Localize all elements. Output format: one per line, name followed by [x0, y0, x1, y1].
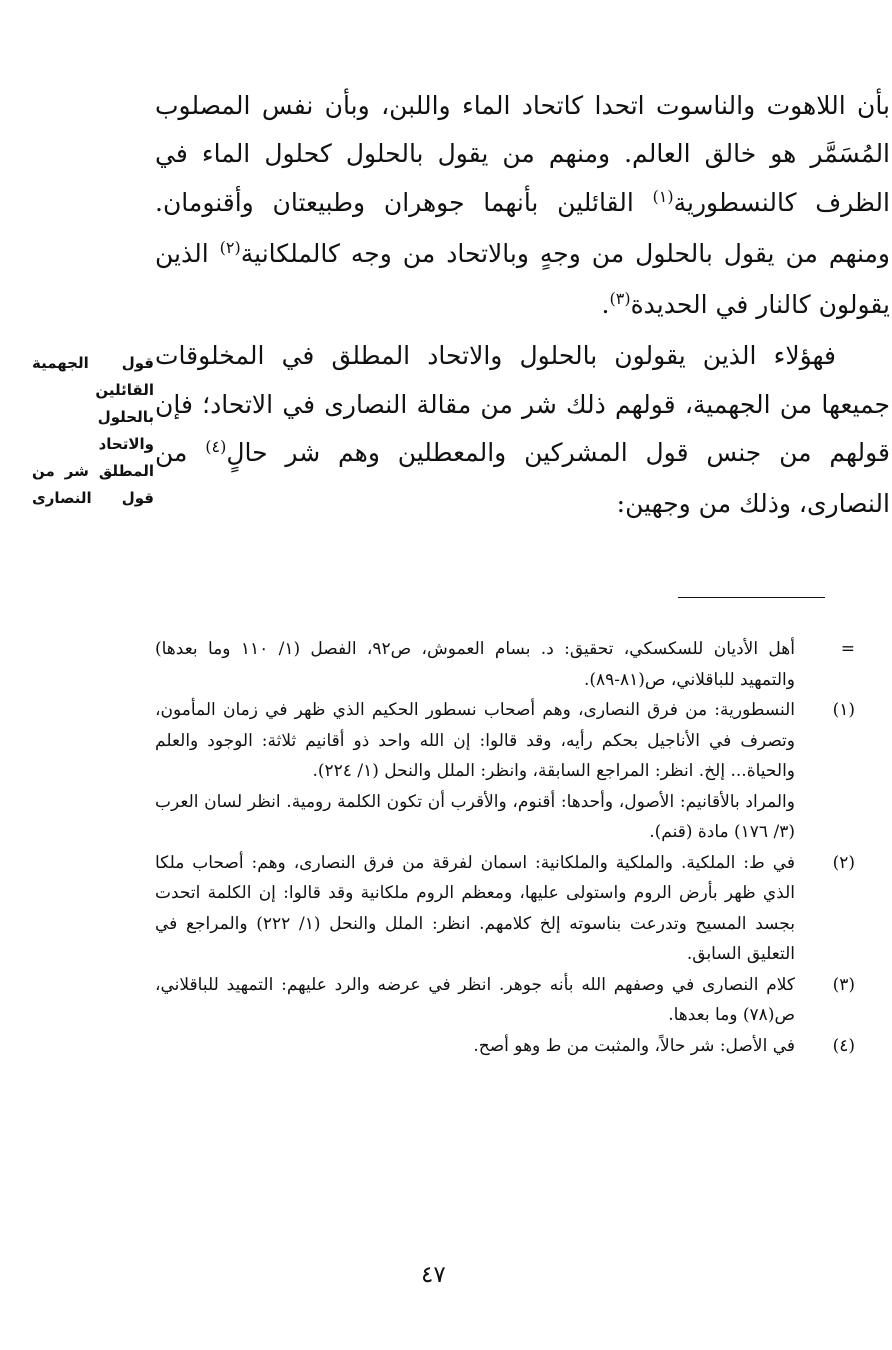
text-line: فهؤلاء الذين يقولون بالحلول والاتحاد المطلق في — [281, 341, 836, 371]
text-line: بأن اللاهوت والناسوت اتحدا كاتحاد الماء واللبن، وبأن نفس — [261, 91, 890, 120]
footnote-continuation — [155, 634, 855, 695]
footnote-3 — [155, 970, 855, 1031]
footnote-line: وما بعدها) والتمهيد للباقلاني، ص(٨١-٨٩). — [155, 639, 795, 690]
footnote-2 — [155, 848, 855, 970]
margin-note-line: والاتحاد — [98, 435, 154, 453]
text-line: الذين يقولون كالنار في الحديدة — [155, 238, 890, 320]
footnote-number: (١) — [832, 700, 855, 720]
footnote-ref: (٣) — [609, 289, 631, 309]
text-line: كحلول الماء في الظرف كالنسطورية — [155, 139, 890, 217]
footnote-line: في الأصل: شر حالاً، والمثبت من ط وهو أصح. — [473, 1035, 795, 1056]
footnote-line: أصحاب ملكا الذي ظهر بأرض الروم واستولى عليها، ومعظم الروم ملكانية وقد — [155, 852, 795, 903]
footnote-ref: (٢) — [219, 237, 241, 257]
footnote-line: أهل الأديان للسكسكي، تحقيق: د. بسام العموش، ص٩٢، الفصل (١/ ١١٠ — [240, 639, 795, 659]
footnote-ref: (١) — [652, 186, 674, 206]
footnote-line: انظر لسان العرب (٣/ ١٧٦) مادة (قنم). — [155, 791, 795, 842]
text-line: المخلوقات جميعها من الجهمية، قولهم ذلك شر من مقالة — [155, 341, 890, 419]
margin-note-line: قول الجهمية — [32, 354, 154, 372]
footnote-number: = — [840, 639, 855, 659]
text-line: النصارى في الاتحاد؛ فإن قولهم من جنس قول المشركين — [155, 389, 890, 468]
text-line: القائلين بأنهما جوهران — [383, 187, 634, 217]
text-line: والمعطلين وهم شر حالٍ — [226, 438, 507, 468]
footnote-line: النسطورية: من فرق النصارى، وهم أصحاب نسطور الحكيم الذي ظهر في — [265, 700, 796, 720]
footnote-line: في ط: الملكية. والملكية والملكانية: اسمان لفرقة من فرق النصارى، وهم: — [251, 852, 795, 873]
text-line: من وجه كالملكانية — [240, 238, 436, 268]
text-line: وطبيعتان وأقنومان. ومنهم من يقول بالحلول من وجهٍ وبالاتحاد — [155, 187, 890, 268]
text-line: المصلوب المُسَمَّر هو خالق العالم. ومنهم من يقول بالحلول — [155, 91, 891, 169]
footnote-number: (٢) — [832, 852, 855, 873]
footnote-line: كلام النصارى في وصفهم الله بأنه جوهر. انظر في عرضه والرد عليهم: التمهيد — [226, 974, 795, 995]
footnote-line: زمان المأمون، وتصرف في الأناجيل بحكم رأيه، وقد قالوا: إن الله واحد ذو — [155, 700, 795, 751]
footnote-number: (٣) — [832, 974, 855, 995]
footnotes — [155, 634, 855, 1061]
footnote-line: أقانيم ثلاثة: الوجود والعلم والحياة... إلخ. انظر: المراجع السابقة، وانظر: — [155, 730, 795, 781]
margin-note-line: القائلين — [95, 381, 154, 399]
main-text — [155, 82, 890, 529]
footnote-line: قالوا: إن الكلمة اتحدت بجسد المسيح وتدرعت بناسوته إلخ كلامهم. انظر: — [155, 883, 795, 934]
margin-note — [32, 350, 154, 512]
footnote-line: للباقلاني، ص(٧٨) وما بعدها. — [155, 974, 795, 1025]
margin-note-line: المطلق شر من — [32, 462, 154, 480]
text-line: . — [601, 290, 610, 320]
margin-note-line: بالحلول — [97, 408, 154, 426]
paragraph-1 — [155, 82, 890, 332]
footnote-4 — [155, 1031, 855, 1062]
footnote-line: الملل والنحل (١/ ٢٢٤). — [312, 761, 475, 781]
paragraph-2 — [155, 332, 890, 528]
footnote-1 — [155, 695, 855, 848]
footnote-separator — [678, 597, 825, 598]
footnote-line: والمراد بالأقانيم: الأصول، وأحدها: أقنوم، والأقرب أن تكون الكلمة رومية. — [286, 791, 795, 812]
margin-note-line: قول النصارى — [32, 489, 154, 507]
page-number: ٤٧ — [421, 1262, 446, 1288]
text-line: من النصارى، وذلك من وجهين: — [155, 438, 890, 519]
footnote-line: الملل والنحل (١/ ٢٢٢) والمراجع في التعليق السابق. — [155, 913, 795, 964]
footnote-number: (٤) — [832, 1035, 855, 1056]
footnote-ref: (٤) — [205, 437, 227, 457]
